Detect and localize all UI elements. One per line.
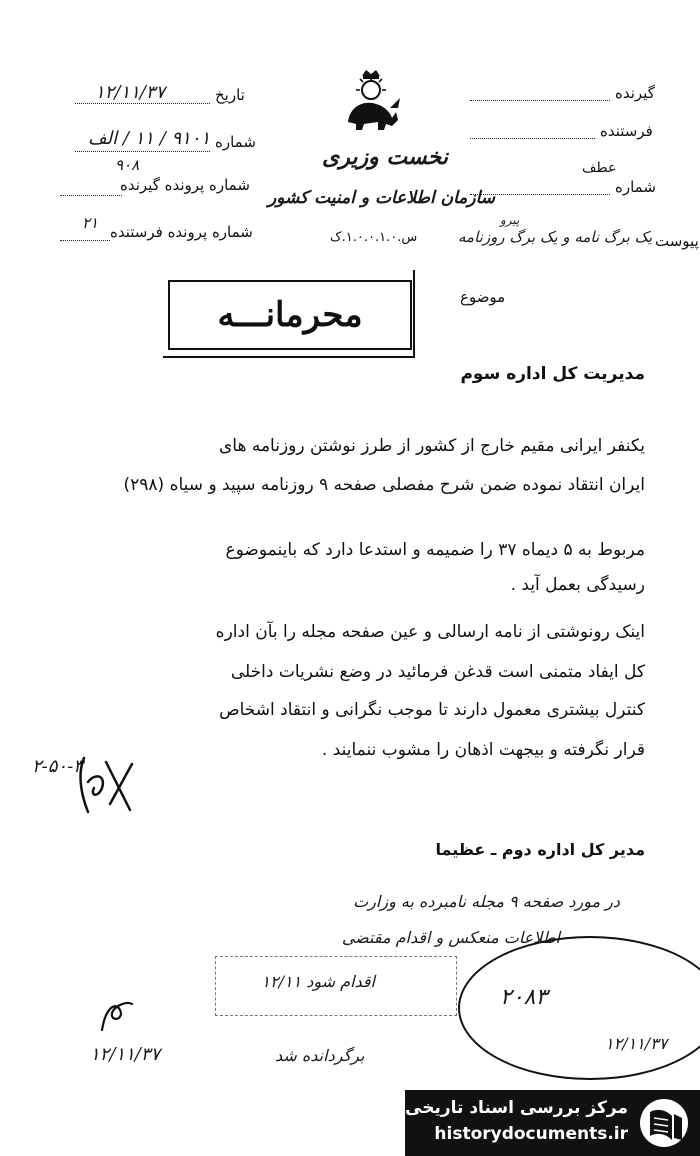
margin-note: ۲-۵۰-۳ [32, 756, 83, 777]
bottom-note-left: ۱۲/۱۱/۳۷ [90, 1044, 161, 1065]
date-dotline [75, 103, 210, 104]
number-dotline [75, 151, 210, 152]
round-stamp-date: ۱۲/۱۱/۳۷ [605, 1034, 668, 1053]
receiver-file-value: ۹۰۸ [115, 156, 140, 174]
sender-dotline [470, 138, 595, 139]
document-logo-icon [638, 1096, 690, 1150]
number-label: شماره [215, 133, 256, 151]
attachment-value: یک برگ نامه و یک برگ روزنامه [458, 228, 653, 246]
sender-file-value: ۲۱ [82, 214, 99, 232]
date-label: تاریخ [215, 86, 245, 104]
number-value: ۹۱۰۱ / ۱۱ / الف [88, 128, 211, 149]
addressee: مدیریت کل اداره سوم [460, 364, 645, 384]
sender-label: فرستنده [600, 122, 653, 140]
handwritten-note-1: در مورد صفحه ۹ مجله نامبرده به وزارت [353, 892, 620, 911]
body-line-1: یکنفر ایرانی مقیم خارج از کشور از طرز نوشتن روزنامه های [218, 436, 645, 456]
reference-code: س.۱.۰.۰.۱.۰.ک [330, 230, 418, 245]
attachment-prefix: پیرو [500, 213, 520, 227]
lion-and-sun-emblem-icon [340, 68, 402, 134]
reference-number-label: شماره [615, 178, 656, 196]
faded-rect-stamp [215, 956, 457, 1016]
body-line-7: کنترل بیشتری معمول دارند تا موجب نگرانی و انتقاد اشخاص [219, 700, 645, 720]
reference-label: عطف [582, 160, 617, 176]
signoff: مدیر کل اداره دوم ـ عظیما [435, 840, 645, 859]
bottom-note-center: برگردانده شد [275, 1046, 365, 1065]
handwritten-note-3: اقدام شود ۱۲/۱۱ [261, 972, 375, 991]
handwritten-note-2: اطلاعات منعکس و اقدام مقتضی [341, 928, 560, 947]
signature-icon [72, 752, 142, 818]
confidential-stamp [168, 280, 412, 350]
sender-file-dotline [60, 240, 110, 241]
body-line-6: کل ایفاد متمنی است قدغن فرمائید در وضع نشریات داخلی [230, 662, 645, 682]
org-top: نخست وزیری [322, 144, 448, 170]
round-registry-stamp [458, 936, 700, 1080]
attachment-label: پیوست [655, 232, 699, 250]
recipient-dotline [470, 100, 610, 101]
org-bottom: سازمان اطلاعات و امنیت کشور [268, 188, 496, 208]
sender-file-label: شماره پرونده فرستنده [110, 223, 253, 241]
paraph-icon [96, 996, 136, 1036]
recipient-label: گیرنده [615, 84, 655, 102]
receiver-file-dotline [60, 195, 122, 196]
date-value: ۱۲/۱۱/۳۷ [95, 82, 166, 103]
subject-label: موضوع [460, 288, 506, 306]
watermark-title: مرکز بررسی اسناد تاریخی [405, 1098, 628, 1118]
body-line-3: مربوط به ۵ دیماه ۳۷ را ضمیمه و استدعا دارد که باینموضوع [225, 540, 645, 560]
body-line-2: ایران انتقاد نموده ضمن شرح مفصلی صفحه ۹ روزنامه سپید و سیاه (۲۹۸) [123, 475, 645, 495]
receiver-file-label: شماره پرونده گیرنده [120, 176, 250, 194]
body-line-5: اینک رونوشتی از نامه ارسالی و عین صفحه مجله را بآن اداره [215, 622, 645, 642]
reference-dotline [470, 194, 610, 195]
round-stamp-number: ۲۰۸۳ [500, 985, 548, 1010]
body-line-4: رسیدگی بعمل آید . [510, 575, 645, 595]
watermark-badge [405, 1090, 700, 1156]
watermark-url: historydocuments.ir [434, 1124, 628, 1144]
confidential-stamp-text: محرمانـــه [217, 295, 363, 335]
body-line-8: قرار نگرفته و بیجهت اذهان را مشوب ننمایند . [321, 740, 645, 760]
